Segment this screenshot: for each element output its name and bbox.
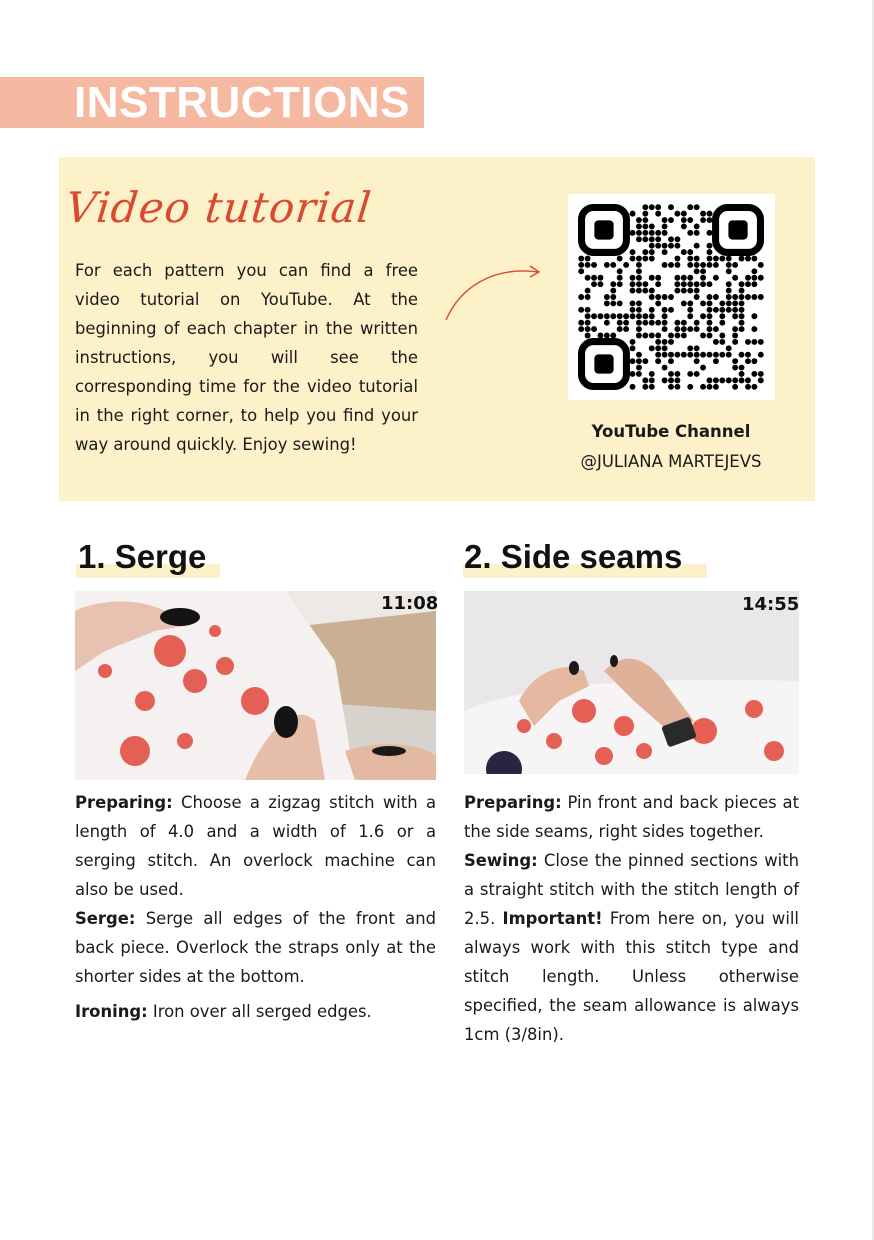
instruction-important-label: Important!: [502, 909, 603, 928]
instruction-paragraph: [75, 788, 436, 904]
instruction-text: Serge all edges of the front and back piece. Overlock the straps only at the shorter sides at the bottom.: [75, 909, 436, 986]
instruction-paragraph: [464, 788, 799, 846]
instruction-text: Choose a zigzag stitch with a length of 4.0 and a width of 1.6 or a serging stitch. An overlock machine can also be used.: [75, 793, 436, 899]
side-seams-instructions: [464, 788, 799, 1049]
youtube-channel-label: YouTube Channel: [591, 422, 751, 441]
serge-video-thumbnail[interactable]: [75, 591, 439, 780]
instruction-text: Close the pinned sections with a straight stitch with the stitch length of 2.5.: [464, 851, 799, 928]
side-seams-video-thumbnail[interactable]: [464, 591, 799, 774]
instruction-label: Preparing:: [464, 793, 562, 812]
instruction-label: Ironing:: [75, 1002, 148, 1021]
instruction-label: Sewing:: [464, 851, 538, 870]
sewing-photo: [75, 591, 439, 780]
video-tutorial-text: For each pattern you can find a free video tutorial on YouTube. At the beginning of each chapter in the written instructions, you will see the corresponding time for the video tutorial in the right corner, to help you find your way around quickly. Enjoy sewing!: [75, 261, 418, 454]
serge-instructions: [75, 788, 436, 1026]
section-title-side-seams: 2. Side seams: [464, 538, 683, 575]
video-timestamp: 14:55: [742, 594, 800, 615]
section-title-serge: 1. Serge: [78, 538, 207, 575]
youtube-channel-handle[interactable]: @JULIANA MARTEJEVS: [580, 452, 762, 471]
instruction-label: Serge:: [75, 909, 136, 928]
instruction-text: Iron over all serged edges.: [152, 1002, 372, 1021]
instruction-text: Pin front and back pieces at the side seams, right sides together.: [464, 793, 799, 841]
page-title: INSTRUCTIONS: [74, 78, 410, 127]
instruction-paragraph: [75, 997, 436, 1026]
qr-code[interactable]: [568, 194, 775, 400]
qr-code-image: [578, 204, 765, 390]
instruction-text: From here on, you will always work with this stitch type and stitch length. Unless otherwise specified, the seam allowance is always 1cm (3/8in).: [464, 909, 799, 1044]
arrow-icon: [442, 258, 546, 322]
video-tutorial-heading: Video tutorial: [63, 183, 375, 232]
video-timestamp: 11:08: [381, 593, 439, 614]
sewing-photo: [464, 591, 799, 774]
instruction-paragraph: [75, 904, 436, 991]
instruction-label: Preparing:: [75, 793, 173, 812]
instruction-paragraph: [464, 846, 799, 1049]
